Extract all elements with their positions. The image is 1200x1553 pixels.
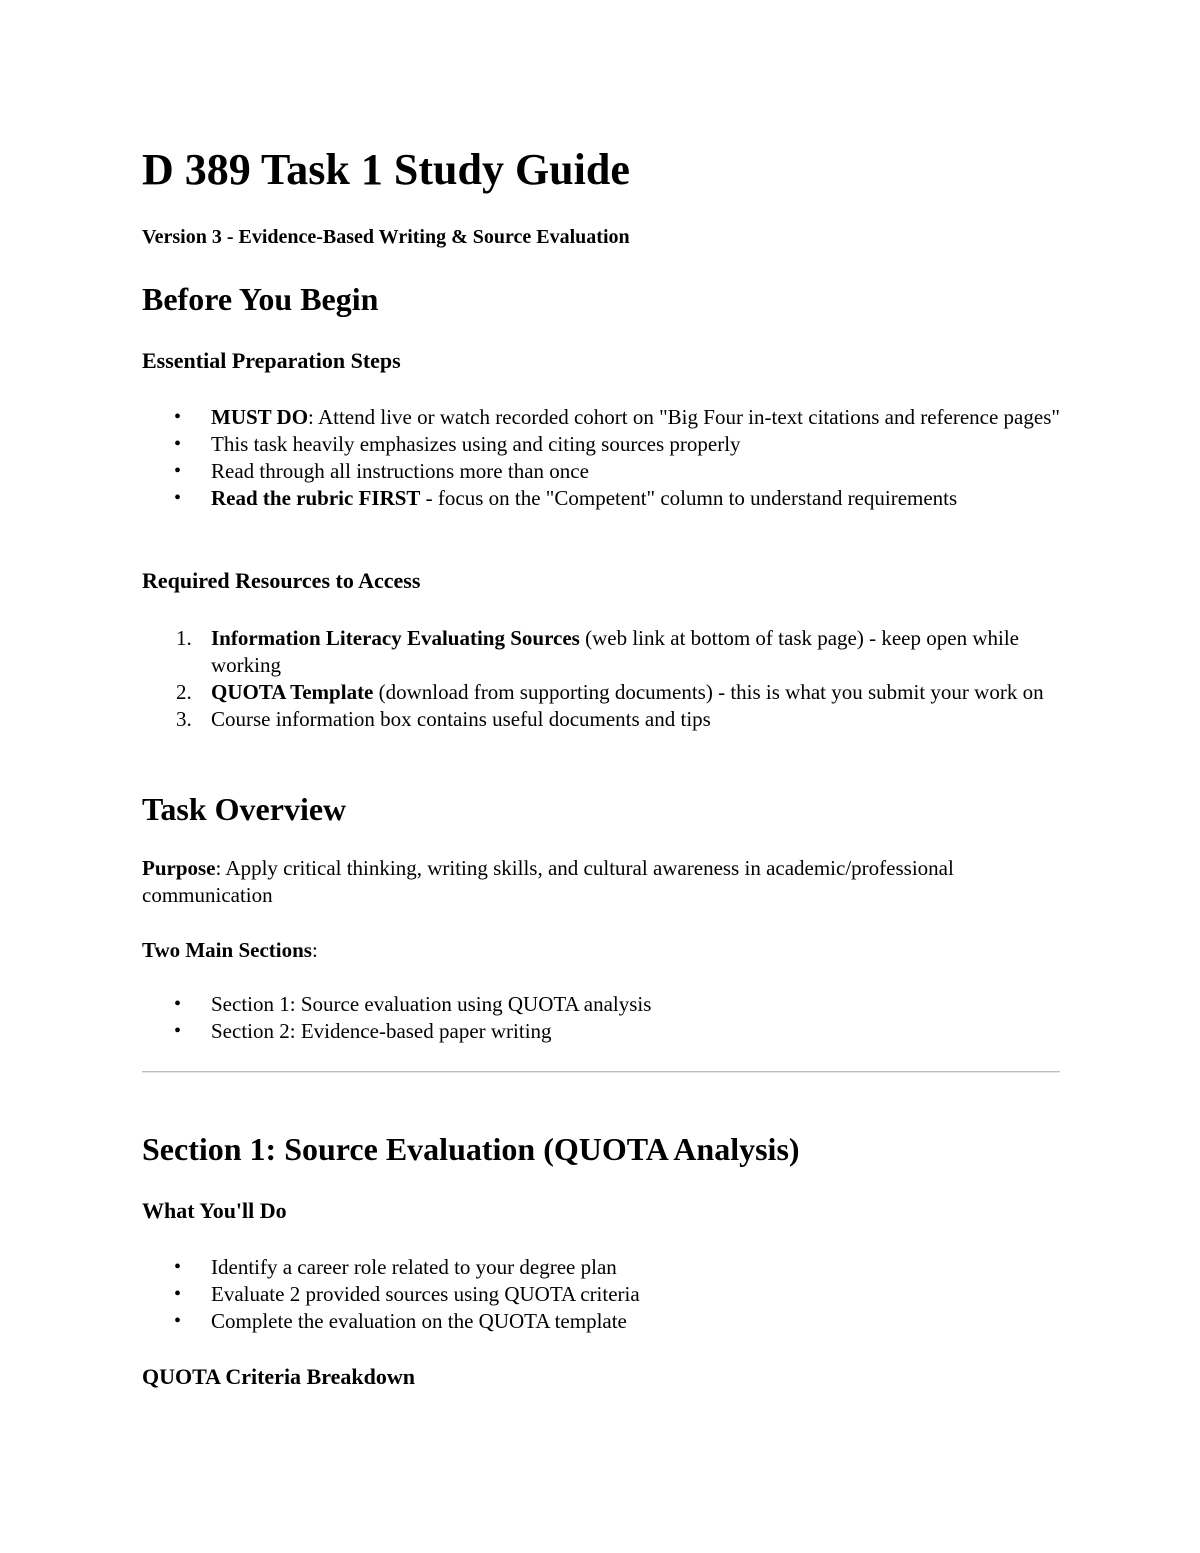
item-text: Complete the evaluation on the QUOTA template	[211, 1309, 627, 1333]
preparation-steps-list	[142, 404, 1060, 512]
sections-colon: :	[311, 938, 318, 962]
purpose-paragraph	[142, 855, 1060, 909]
heading-what-youll-do: What You'll Do	[142, 1198, 287, 1223]
item-number: 1.	[176, 626, 192, 650]
list-item	[142, 991, 1060, 1018]
item-bold-label: MUST DO	[211, 405, 309, 429]
item-number: 3.	[176, 707, 192, 731]
heading-task-overview: Task Overview	[142, 791, 347, 827]
what-youll-do-list	[142, 1254, 1060, 1335]
list-item	[142, 1281, 1060, 1308]
heading-essential-preparation: Essential Preparation Steps	[142, 348, 401, 373]
item-text: This task heavily emphasizes using and citing sources properly	[211, 432, 741, 456]
heading-required-resources: Required Resources to Access	[142, 568, 421, 593]
item-text: Section 2: Evidence-based paper writing	[211, 1019, 552, 1043]
item-bold-label: Read the rubric FIRST	[211, 486, 421, 510]
item-text: Read through all instructions more than once	[211, 459, 589, 483]
list-item	[142, 1018, 1060, 1045]
item-text: - focus on the "Competent" column to understand requirements	[420, 486, 958, 510]
item-text: : Attend live or watch recorded cohort on "Big Four in-text citations and reference pages"	[308, 405, 1060, 429]
list-item	[142, 404, 1060, 431]
item-text: Identify a career role related to your degree plan	[211, 1255, 617, 1279]
list-item	[142, 1254, 1060, 1281]
list-item	[142, 431, 1060, 458]
list-item	[142, 485, 1060, 512]
item-text: Course information box contains useful documents and tips	[211, 707, 711, 731]
purpose-text: : Apply critical thinking, writing skills, and cultural awareness in academic/professional communication	[142, 856, 954, 907]
page-title: D 389 Task 1 Study Guide	[142, 145, 630, 194]
item-number: 2.	[176, 680, 192, 704]
resources-list	[142, 625, 1060, 733]
list-item	[142, 679, 1060, 706]
sections-label: Two Main Sections	[142, 938, 312, 962]
item-bold-label: Information Literacy Evaluating Sources	[211, 626, 580, 650]
purpose-label: Purpose	[142, 856, 216, 880]
item-text: (web link at bottom of task page) - keep open while working	[211, 626, 1019, 677]
heading-section-1: Section 1: Source Evaluation (QUOTA Analysis)	[142, 1131, 800, 1167]
list-item	[142, 1308, 1060, 1335]
item-text: Evaluate 2 provided sources using QUOTA criteria	[211, 1282, 640, 1306]
item-text: (download from supporting documents) - this is what you submit your work on	[373, 680, 1044, 704]
item-text: Section 1: Source evaluation using QUOTA analysis	[211, 992, 652, 1016]
main-sections-list	[142, 991, 1060, 1045]
list-item	[142, 458, 1060, 485]
heading-before-you-begin: Before You Begin	[142, 281, 379, 317]
list-item	[142, 706, 1060, 733]
main-sections-label	[142, 937, 1060, 964]
item-bold-label: QUOTA Template	[211, 680, 374, 704]
document-subtitle: Version 3 - Evidence-Based Writing & Source Evaluation	[142, 226, 630, 248]
list-item	[142, 625, 1060, 679]
horizontal-divider	[142, 1071, 1060, 1073]
heading-quota-criteria: QUOTA Criteria Breakdown	[142, 1364, 415, 1389]
